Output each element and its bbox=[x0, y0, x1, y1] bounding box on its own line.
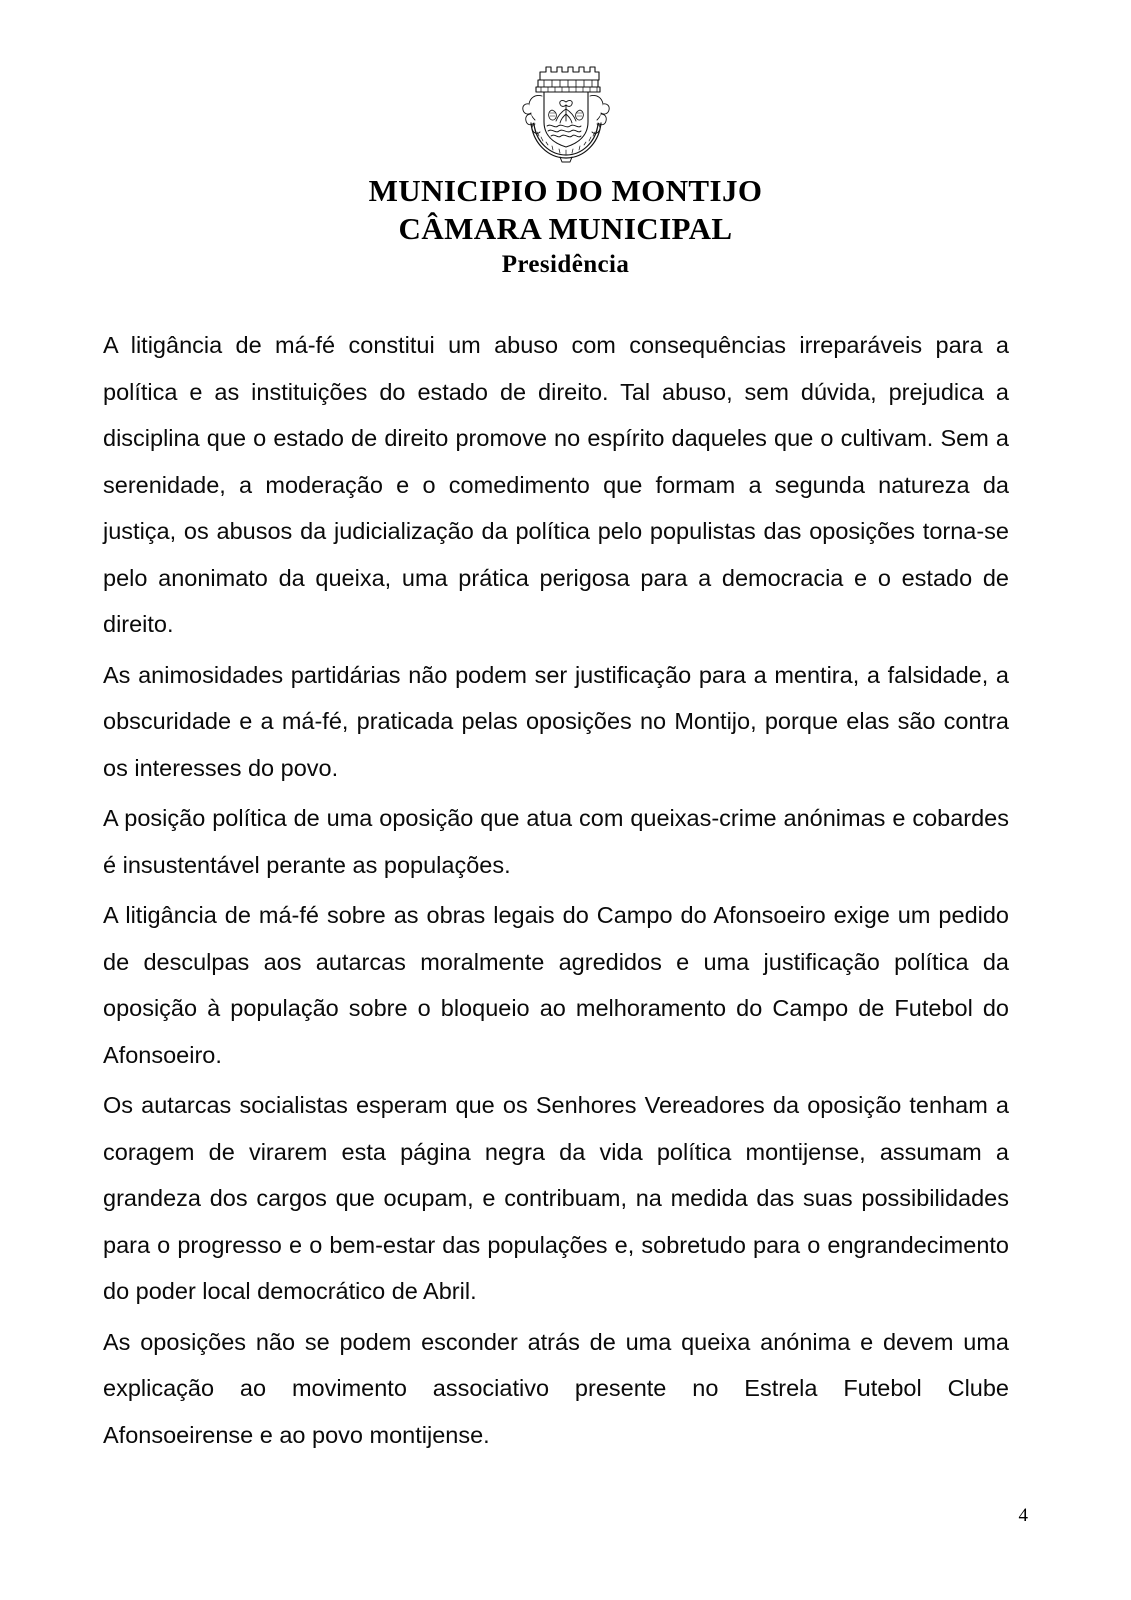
document-body bbox=[103, 322, 1009, 1458]
letterhead bbox=[0, 52, 1131, 282]
montijo-coat-of-arms-icon bbox=[514, 52, 618, 164]
body-paragraph: As animosidades partidárias não podem ser justificação para a mentira, a falsidade, a obscuridade e a má-fé, praticada pelas oposições no Montijo, porque elas são contra os interesses do povo. bbox=[103, 661, 1009, 781]
body-paragraph: As oposições não se podem esconder atrás de uma queixa anónima e devem uma explicação ao movimento associativo presente no Estrela Futebol Clube Afonsoeirense e ao povo montijense. bbox=[103, 1328, 1009, 1448]
org-department-line: Presidência bbox=[501, 251, 630, 278]
body-paragraph: Os autarcas socialistas esperam que os Senhores Vereadores da oposição tenham a coragem de virarem esta página negra da vida política montijense, assumam a grandeza dos cargos que ocupam, e contribuam, na medida das suas possibilidades para o progresso e o bem-estar das populações e, sobretudo para o engrandecimento do poder local democrático de Abril. bbox=[103, 1092, 1009, 1304]
body-paragraph: A posição política de uma oposição que atua com queixas-crime anónimas e cobardes é insustentável perante as populações. bbox=[103, 805, 1009, 878]
page-number: 4 bbox=[1018, 1505, 1028, 1526]
org-name-line-2: CÂMARA MUNICIPAL bbox=[398, 211, 733, 246]
org-name-line-1: MUNICIPIO DO MONTIJO bbox=[368, 173, 763, 208]
body-paragraph: A litigância de má-fé sobre as obras legais do Campo do Afonsoeiro exige um pedido de desculpas aos autarcas moralmente agredidos e uma justificação política da oposição à população sobre o bloqueio ao melhoramento do Campo de Futebol do Afonsoeiro. bbox=[103, 902, 1009, 1068]
body-paragraph: A litigância de má-fé constitui um abuso com consequências irreparáveis para a política e as instituições do estado de direito. Tal abuso, sem dúvida, prejudica a disciplina que o estado de direito promove no espírito daqueles que o cultivam. Sem a serenidade, a moderação e o comedimento que formam a segunda natureza da justiça, os abusos da judicialização da política pelo populistas das oposições torna-se pelo anonimato da queixa, uma prática perigosa para a democracia e o estado de direito. bbox=[103, 332, 1009, 637]
